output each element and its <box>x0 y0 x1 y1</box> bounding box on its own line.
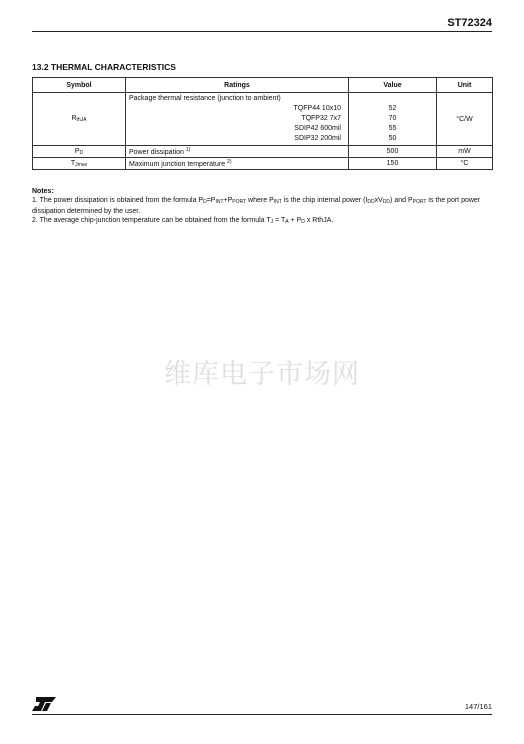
page-number: 147/161 <box>464 702 492 711</box>
symbol-subscript: D <box>79 149 84 156</box>
ratings-rthja <box>126 93 349 146</box>
note-reference: 1) <box>185 147 191 153</box>
rthja-heading: Package thermal resistance (junction to ambient) <box>129 95 281 102</box>
column-header-symbol: Symbol <box>33 78 126 93</box>
table-row-tjmax <box>33 158 493 170</box>
symbol-subscript: thJA <box>76 117 87 123</box>
table-row-rthja <box>33 93 493 146</box>
symbol-main: P <box>74 147 80 155</box>
symbol-subscript: Jmax <box>75 161 88 168</box>
symbol-rthja <box>33 93 126 146</box>
value-tjmax: 150 <box>349 158 437 170</box>
section-title: 13.2 THERMAL CHARACTERISTICS <box>32 62 176 72</box>
column-header-value: Value <box>349 78 437 93</box>
package-name: TQFP44 10x10 <box>293 105 341 112</box>
symbol-main: R <box>71 115 77 122</box>
table-row-pd <box>33 146 493 158</box>
symbol-tjmax <box>33 158 126 170</box>
symbol-main: T <box>70 159 76 167</box>
thermal-characteristics-table <box>32 77 493 170</box>
table-header-row <box>33 78 493 93</box>
note-2: 2. The average chip-junction temperature can be obtained from the formula $T_J = T_A + P_D$ x RthJA. <box>32 217 334 225</box>
package-name: SDIP32 200mil <box>294 135 341 142</box>
note-reference: 2) <box>227 159 232 165</box>
column-header-unit: Unit <box>437 78 493 93</box>
package-value: 50 <box>388 135 397 142</box>
unit-rthja: °C/W <box>437 93 493 146</box>
unit-pd: mW <box>437 146 493 158</box>
header-divider <box>32 31 492 32</box>
package-name: TQFP32 7x7 <box>301 115 341 122</box>
watermark-text: 维库电子市场网 <box>164 359 360 390</box>
rating-text: Maximum junction temperature <box>129 161 226 168</box>
value-rthja <box>349 93 437 146</box>
package-name: SDIP42 600mil <box>294 125 341 132</box>
footer-divider <box>32 714 492 715</box>
package-value: 52 <box>388 105 397 112</box>
notes-block <box>32 187 494 227</box>
package-value: 70 <box>388 115 397 122</box>
package-value: 55 <box>388 125 397 132</box>
value-pd: 500 <box>349 146 437 158</box>
unit-tjmax: °C <box>437 158 493 170</box>
notes-title: Notes: <box>32 188 54 195</box>
ratings-pd <box>126 146 349 158</box>
ratings-tjmax <box>126 158 349 170</box>
column-header-ratings: Ratings <box>126 78 349 93</box>
document-id: ST72324 <box>447 17 492 29</box>
rating-text: Power dissipation <box>129 149 184 156</box>
symbol-pd <box>33 146 126 158</box>
note-1: 1. The power dissipation is obtained from the formula $P_D=P_{INT}+P_{PORT}$ where $P_{INT}$ is the chip internal power $(I_{DD}xV_{DD})$ and $P_{PORT}$ is the port power dissipation determined by the user. <box>32 197 481 215</box>
